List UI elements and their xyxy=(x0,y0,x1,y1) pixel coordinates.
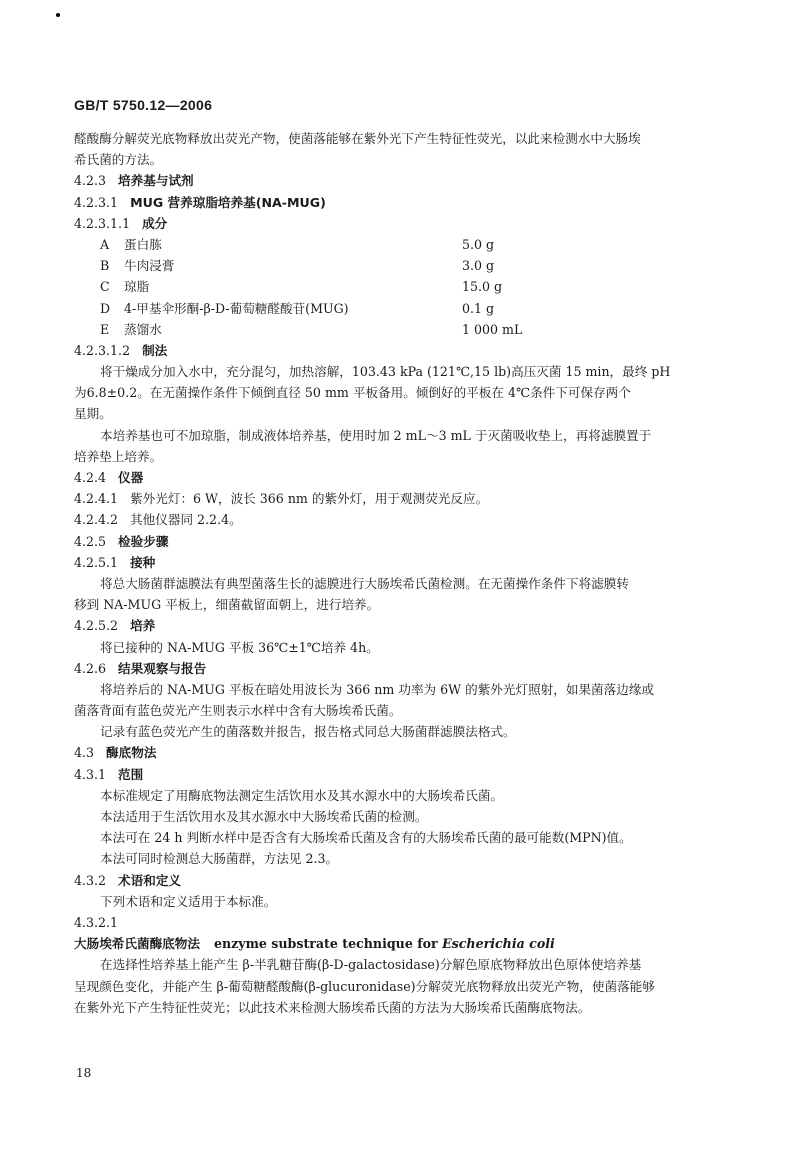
section-4-2-3-1-2: 4.2.3.1.2 制法 xyxy=(74,342,168,358)
component-row: D 4-甲基伞形酮-β-D-葡萄糖醛酸苷(MUG) 0.1 g xyxy=(100,300,495,316)
section-4-2-6: 4.2.6 结果观察与报告 xyxy=(74,660,207,676)
section-4-3: 4.3 酶底物法 xyxy=(74,745,157,761)
section-4-2-3: 4.2.3 培养基与试剂 xyxy=(74,173,194,189)
inoc-line-1: 将总大肠菌群滤膜法有典型菌落生长的滤膜进行大肠埃希氏菌检测。在无菌操作条件下将滤膜转 xyxy=(100,575,629,591)
scope-line-4: 本法可同时检测总大肠菌群，方法见 2.3。 xyxy=(100,851,339,867)
section-4-3-2-1: 4.3.2.1 xyxy=(74,914,119,930)
standard-code: GB/T 5750.12—2006 xyxy=(74,97,213,113)
scope-line-1: 本标准规定了用酶底物法测定生活饮用水及其水源水中的大肠埃希氏菌。 xyxy=(100,787,503,803)
section-4-2-5-2: 4.2.5.2 培养 xyxy=(74,618,156,634)
term-def-line-1: 在选择性培养基上能产生 β-半乳糖苷酶(β-D-galactosidase)分解色原底物释放出色原体使培养基 xyxy=(100,957,642,973)
culture-line: 将已接种的 NA-MUG 平板 36℃±1℃培养 4h。 xyxy=(100,639,379,655)
page-number: 18 xyxy=(76,1066,92,1080)
prep-line-3: 星期。 xyxy=(74,406,112,422)
component-row: A 蛋白胨 5.0 g xyxy=(100,236,495,252)
section-4-2-4-1: 4.2.4.1 紫外光灯：6 W，波长 366 nm 的紫外灯，用于观测荧光反应。 xyxy=(74,491,489,507)
result-line-2: 菌落背面有蓝色荧光产生则表示水样中含有大肠埃希氏菌。 xyxy=(74,703,402,719)
component-row: C 琼脂 15.0 g xyxy=(100,279,503,295)
prep-line-2: 为6.8±0.2。在无菌操作条件下倾倒直径 50 mm 平板备用。倾倒好的平板在 4℃条件下可保存两个 xyxy=(74,385,631,401)
result-line-3: 记录有蓝色荧光产生的菌落数并报告，报告格式同总大肠菌群滤膜法格式。 xyxy=(100,724,516,740)
scope-line-3: 本法可在 24 h 判断水样中是否含有大肠埃希氏菌及含有的大肠埃希氏菌的最可能数(MPN)值。 xyxy=(100,830,632,846)
term-def-line-2: 呈现颜色变化，并能产生 β-葡萄糖醛酸酶(β-glucuronidase)分解荧光底物释放出荧光产物，使菌落能够 xyxy=(74,978,655,994)
prep-line-5: 培养垫上培养。 xyxy=(74,448,163,464)
result-line-1: 将培养后的 NA-MUG 平板在暗处用波长为 366 nm 功率为 6W 的紫外光灯照射，如果菌落边缘或 xyxy=(100,681,655,697)
scope-line-2: 本法适用于生活饮用水及其水源水中大肠埃希氏菌的检测。 xyxy=(100,809,428,824)
term-def-line-3: 在紫外光下产生特征性荧光；以此技术来检测大肠埃希氏菌的方法为大肠埃希氏菌酶底物法。 xyxy=(74,999,591,1015)
section-4-2-5: 4.2.5 检验步骤 xyxy=(74,533,169,549)
section-4-2-5-1: 4.2.5.1 接种 xyxy=(74,554,156,570)
section-4-2-4: 4.2.4 仪器 xyxy=(74,470,144,485)
terms-intro: 下列术语和定义适用于本标准。 xyxy=(100,893,277,909)
section-4-2-3-1: 4.2.3.1 MUG 营养琼脂培养基(NA-MUG) xyxy=(74,194,326,210)
intro-line-1: 醛酸酶分解荧光底物释放出荧光产物，使菌落能够在紫外光下产生特征性荧光，以此来检测水中大肠埃 xyxy=(74,131,641,146)
component-row: B 牛肉浸膏 3.0 g xyxy=(100,258,495,274)
component-row: E 蒸馏水 1 000 mL xyxy=(100,321,523,337)
document-body xyxy=(74,128,724,1018)
inoc-line-2: 移到 NA-MUG 平板上，细菌截留面朝上，进行培养。 xyxy=(74,597,380,613)
section-4-2-4-2: 4.2.4.2 其他仪器同 2.2.4。 xyxy=(74,512,242,528)
prep-line-1: 将干燥成分加入水中，充分混匀，加热溶解，103.43 kPa (121℃,15 lb)高压灭菌 15 min，最终 pH xyxy=(100,364,671,380)
section-4-2-3-1-1: 4.2.3.1.1 成分 xyxy=(74,215,168,231)
margin-dot xyxy=(56,13,60,17)
section-4-3-1: 4.3.1 范围 xyxy=(74,766,144,782)
term-heading: 大肠埃希氏菌酶底物法 enzyme substrate technique for Escherichia coli xyxy=(74,936,555,952)
intro-line-2: 希氏菌的方法。 xyxy=(74,152,163,168)
prep-line-4: 本培养基也可不加琼脂，制成液体培养基，使用时加 2 mL～3 mL 于灭菌吸收垫上，再将滤膜置于 xyxy=(100,427,652,443)
section-4-3-2: 4.3.2 术语和定义 xyxy=(74,872,182,888)
